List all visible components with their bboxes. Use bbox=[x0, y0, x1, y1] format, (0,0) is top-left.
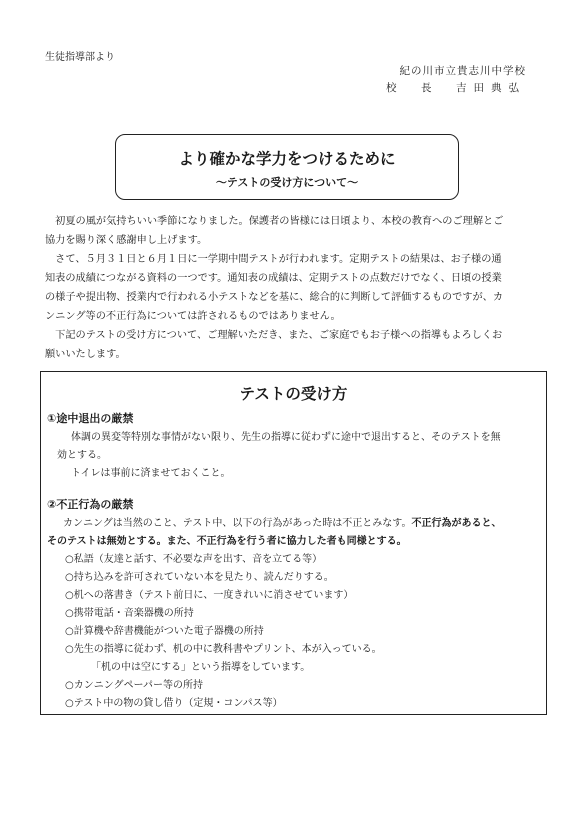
section2-statement-bold: そのテストは無効とする。また、不正行為を行う者に協力した者も同様とする。 bbox=[47, 536, 407, 547]
section2-statement bbox=[63, 514, 502, 529]
rule-item: ○カンニングペーパー等の所持 bbox=[65, 680, 204, 691]
rule-item: ○持ち込みを許可されていない本を見たり、読んだりする。 bbox=[65, 572, 334, 583]
intro-line: 下記のテストの受け方について、ご理解いただき、また、ご家庭でもお子様への指導もよろしくお bbox=[45, 330, 503, 341]
rule-item: ○先生の指導に従わず、机の中に教科書やプリント、本が入っている。 bbox=[65, 644, 382, 655]
intro-line: ンニング等の不正行為については許されるものではありません。 bbox=[45, 311, 341, 322]
section1-line: 効とする。 bbox=[57, 450, 107, 461]
intro-line: 協力を賜り深く感謝申し上げます。 bbox=[45, 235, 208, 246]
rule-item: ○テスト中の物の貸し借り（定規・コンパス等） bbox=[65, 698, 283, 709]
department-label: 生徒指導部より bbox=[45, 52, 115, 63]
principal-name: 校 長 吉田典弘 bbox=[386, 82, 526, 94]
rules-title: テストの受け方 bbox=[239, 385, 348, 403]
section1-line: トイレは事前に済ませておくこと。 bbox=[71, 468, 231, 479]
section2-statement-text: カンニングは当然のこと、テスト中、以下の行為があった時は不正とみなす。 bbox=[63, 518, 412, 529]
intro-line: 願いいたします。 bbox=[45, 349, 126, 360]
intro-line: 知表の成績につながる資料の一つです。通知表の成績は、定期テストの点数だけでなく、日頃の授業 bbox=[45, 273, 502, 284]
section2-statement-bold: 不正行為があると、 bbox=[411, 518, 502, 529]
intro-line: さて、５月３１日と６月１日に一学期中間テストが行われます。定期テストの結果は、お子様の通 bbox=[45, 254, 502, 265]
rule-item: ○私語（友達と話す、不必要な声を出す、音を立てる等） bbox=[65, 554, 323, 565]
rule-item-note: 「机の中は空にする」という指導をしています。 bbox=[91, 662, 311, 673]
page-subtitle: ～テストの受け方について～ bbox=[215, 176, 359, 189]
rule-item: ○机への落書き（テスト前日に、一度きれいに消させています） bbox=[65, 590, 354, 601]
school-name: 紀の川市立貴志川中学校 bbox=[399, 65, 526, 77]
section2-heading: ②不正行為の厳禁 bbox=[47, 498, 134, 511]
rule-item: ○計算機や辞書機能がついた電子器機の所持 bbox=[65, 626, 264, 637]
section1-line: 体調の異変等特別な事情がない限り、先生の指導に従わずに途中で退出すると、そのテストを無 bbox=[71, 432, 501, 443]
section1-heading: ①途中退出の厳禁 bbox=[47, 412, 134, 425]
title-box bbox=[115, 134, 459, 200]
rule-item: ○携帯電話・音楽器機の所持 bbox=[65, 608, 194, 619]
page-title: より確かな学力をつけるために bbox=[178, 150, 396, 168]
intro-line: 初夏の風が気持ちいい季節になりました。保護者の皆様には日頃より、本校の教育へのご理解とご bbox=[45, 216, 504, 227]
intro-line: の様子や提出物、授業内で行われる小テストなどを基に、総合的に判断して評価するものですが、カ bbox=[45, 292, 504, 303]
intro-text bbox=[45, 212, 545, 364]
test-rules-box bbox=[40, 371, 547, 715]
